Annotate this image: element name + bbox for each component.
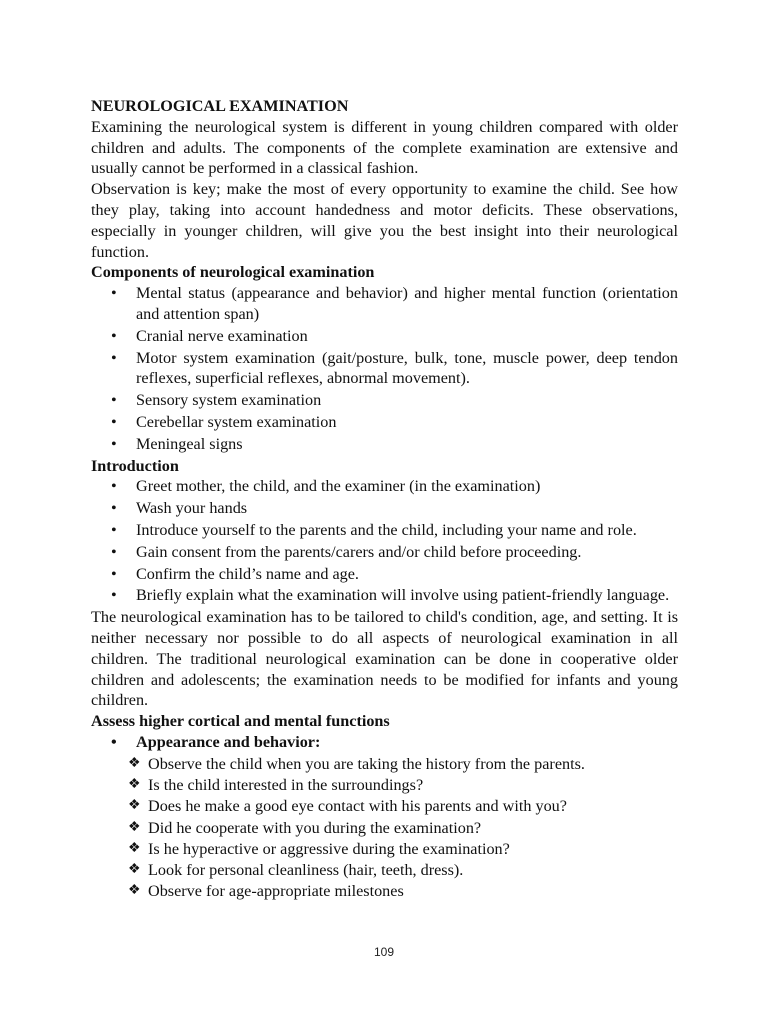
intro-paragraph-1: Examining the neurological system is different in young children compared with older children and adults. The components of the complete examination are extensive and usually cannot be performed in a classical fashion. [91,117,678,178]
list-item: • Briefly explain what the examination will involve using patient-friendly language. [136,585,678,606]
checklist-item: ❖ Look for personal cleanliness (hair, teeth, dress). [148,860,678,881]
page-content [91,96,678,903]
list-item: • Greet mother, the child, and the examiner (in the examination) [136,476,678,497]
appearance-checklist [91,754,678,903]
list-item: • Wash your hands [136,498,678,519]
list-item: • Introduce yourself to the parents and the child, including your name and role. [136,520,678,541]
list-item: • Sensory system examination [136,390,678,411]
checklist-item: ❖ Observe for age-appropriate milestones [148,881,678,902]
page-number: 109 [373,945,395,959]
intro-paragraph-2: Observation is key; make the most of every opportunity to examine the child. See how they play, taking into account handedness and motor deficits. These observations, especially in younger children, will give you the best insight into their neurological function. [91,180,678,261]
list-item: • Cerebellar system examination [136,412,678,433]
checklist-item: ❖ Did he cooperate with you during the examination? [148,818,678,839]
checklist-item: ❖ Is he hyperactive or aggressive during the examination? [148,839,678,860]
cortical-list [91,732,678,753]
cortical-functions-heading: Assess higher cortical and mental functions [91,712,390,731]
list-item: • Gain consent from the parents/carers and/or child before proceeding. [136,542,678,563]
checklist-item: ❖ Is the child interested in the surroundings? [148,775,678,796]
appearance-behavior-subheading: • Appearance and behavior: [136,732,678,753]
tailoring-paragraph: The neurological examination has to be tailored to child's condition, age, and setting. It is neither necessary nor possible to do all aspects of neurological examination in all children. The traditional neurological examination can be done in cooperative older children and adolescents; the examination needs to be modified for infants and young children. [91,608,678,710]
checklist-item: ❖ Observe the child when you are taking the history from the parents. [148,754,678,775]
document-title: NEUROLOGICAL EXAMINATION [91,97,349,115]
list-item: • Mental status (appearance and behavior) and higher mental function (orientation and attention span) [136,283,678,325]
list-item: • Cranial nerve examination [136,326,678,347]
components-list [91,283,678,454]
list-item: • Meningeal signs [136,434,678,455]
introduction-list [91,476,678,606]
checklist-item: ❖ Does he make a good eye contact with his parents and with you? [148,796,678,817]
list-item: • Motor system examination (gait/posture, bulk, tone, muscle power, deep tendon reflexes, superficial reflexes, abnormal movement). [136,348,678,390]
list-item: • Confirm the child’s name and age. [136,564,678,585]
components-heading: Components of neurological examination [91,263,375,282]
introduction-heading: Introduction [91,456,179,475]
